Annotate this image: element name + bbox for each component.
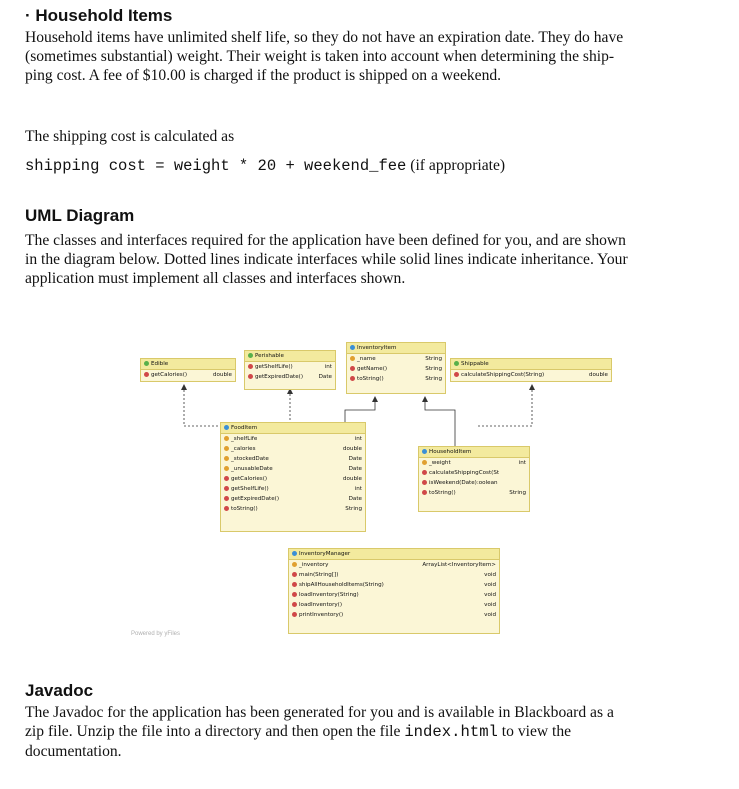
uml-member: _unusableDate Date: [221, 464, 365, 474]
edible-arrow: [181, 384, 187, 390]
uml-member: isWeekend(Date):oolean: [419, 478, 529, 488]
uml-member: _inventory ArrayList<InventoryItem>: [289, 560, 499, 570]
uml-member: printInventory() void: [289, 610, 499, 620]
uml-member: calculateShippingCost(St: [419, 468, 529, 478]
field-icon: [224, 466, 229, 471]
section-heading-household: · Household Items: [25, 6, 173, 25]
uml-member: _shelfLife int: [221, 434, 365, 444]
uml-class-householditem: HouseholdItem _weight int calculateShippingCost(St isWeekend(Date):oolean toString() String: [418, 446, 530, 512]
uml-member: getExpiredDate() Date: [245, 372, 335, 382]
method-icon: [350, 366, 355, 371]
class-icon: [224, 425, 229, 430]
fooditem-inherit: [345, 398, 375, 422]
field-icon: [350, 356, 355, 361]
uml-member: loadInventory(String) void: [289, 590, 499, 600]
uml-member: calculateShippingCost(String) double: [451, 370, 611, 380]
filename-code: index.html: [404, 723, 498, 741]
field-icon: [292, 562, 297, 567]
method-icon: [292, 612, 297, 617]
uml-class-edible: Edible getCalories() double: [140, 358, 236, 382]
method-icon: [422, 470, 427, 475]
edible-link: [184, 386, 220, 426]
field-icon: [224, 446, 229, 451]
class-icon: [292, 551, 297, 556]
interface-icon: [454, 361, 459, 366]
javadoc-paragraph: [25, 703, 614, 761]
text-line: application must implement all classes and interfaces shown.: [25, 270, 406, 287]
method-icon: [292, 582, 297, 587]
section-heading-javadoc: Javadoc: [25, 681, 94, 700]
method-icon: [248, 374, 253, 379]
class-icon: [422, 449, 427, 454]
uml-member: getCalories() double: [141, 370, 235, 380]
method-icon: [248, 364, 253, 369]
method-icon: [454, 372, 459, 377]
method-icon: [292, 592, 297, 597]
uml-member: toString() String: [221, 504, 365, 514]
text-line: The classes and interfaces required for the application have been defined for you, and are shown: [25, 232, 626, 249]
uml-class-inventoryitem: InventoryItem _name String getName() String toString() String: [346, 342, 446, 394]
method-icon: [350, 376, 355, 381]
fooditem-arrow: [372, 396, 378, 402]
uml-member: getName() String: [347, 364, 445, 374]
shippable-link: [478, 386, 532, 426]
uml-member: main(String[]) void: [289, 570, 499, 580]
text-line: The Javadoc for the application has been generated for you and is available in Blackboard as a: [25, 704, 614, 721]
text-line: in the diagram below. Dotted lines indicate interfaces while solid lines indicate inheritance. Your: [25, 251, 628, 268]
householditem-arrow: [422, 396, 428, 402]
householditem-inherit: [425, 398, 455, 446]
method-icon: [144, 372, 149, 377]
shippable-arrow: [529, 384, 535, 390]
text-line: (sometimes substantial) weight. Their weight is taken into account when determining the ship-: [25, 48, 615, 65]
formula-code: shipping cost = weight * 20 + weekend_fee: [25, 157, 407, 175]
method-icon: [224, 506, 229, 511]
uml-member: shipAllHouseholdItems(String) void: [289, 580, 499, 590]
method-icon: [292, 602, 297, 607]
uml-member: getShelfLife() int: [221, 484, 365, 494]
method-icon: [422, 480, 427, 485]
uml-member: _name String: [347, 354, 445, 364]
field-icon: [422, 460, 427, 465]
method-icon: [224, 496, 229, 501]
uml-member: _calories double: [221, 444, 365, 454]
uml-class-inventorymanager: InventoryManager _inventory ArrayList<InventoryItem> main(String[]) void shipAllHouseholdItems(String) void loadInventory(String) void loadInventory() void printInventory() void: [288, 548, 500, 634]
text-line: documentation.: [25, 743, 122, 760]
uml-member: loadInventory() void: [289, 600, 499, 610]
text-line: zip file. Unzip the file into a directory and then open the file index.html to view the: [25, 723, 572, 741]
uml-member: toString() String: [419, 488, 529, 498]
field-icon: [224, 436, 229, 441]
uml-class-perishable: Perishable getShelfLife() int getExpiredDate() Date: [244, 350, 336, 390]
uml-member: _weight int: [419, 458, 529, 468]
bullet: ·: [25, 6, 36, 25]
uml-member: getShelfLife() int: [245, 362, 335, 372]
method-icon: [292, 572, 297, 577]
text-line: Household items have unlimited shelf life, so they do not have an expiration date. They do have: [25, 29, 624, 46]
uml-member: getCalories() double: [221, 474, 365, 484]
class-icon: [350, 345, 355, 350]
method-icon: [224, 486, 229, 491]
uml-class-fooditem: FoodItem _shelfLife int _calories double _stockedDate Date _unusableDate Date getCalories() double getShelfLife() int getExpiredDate() Date toString() String: [220, 422, 366, 532]
shipping-intro: The shipping cost is calculated as: [25, 128, 235, 145]
section-heading-uml: UML Diagram: [25, 206, 135, 225]
method-icon: [224, 476, 229, 481]
powered-by-label: Powered by yFiles: [131, 631, 181, 637]
uml-member: _stockedDate Date: [221, 454, 365, 464]
field-icon: [224, 456, 229, 461]
interface-icon: [248, 353, 253, 358]
text-line: ping cost. A fee of $10.00 is charged if the product is shipped on a weekend.: [25, 67, 502, 84]
uml-member: toString() String: [347, 374, 445, 384]
method-icon: [422, 490, 427, 495]
uml-member: getExpiredDate() Date: [221, 494, 365, 504]
uml-class-shippable: Shippable calculateShippingCost(String) double: [450, 358, 612, 382]
formula-note: (if appropriate): [410, 157, 506, 174]
interface-icon: [144, 361, 149, 366]
